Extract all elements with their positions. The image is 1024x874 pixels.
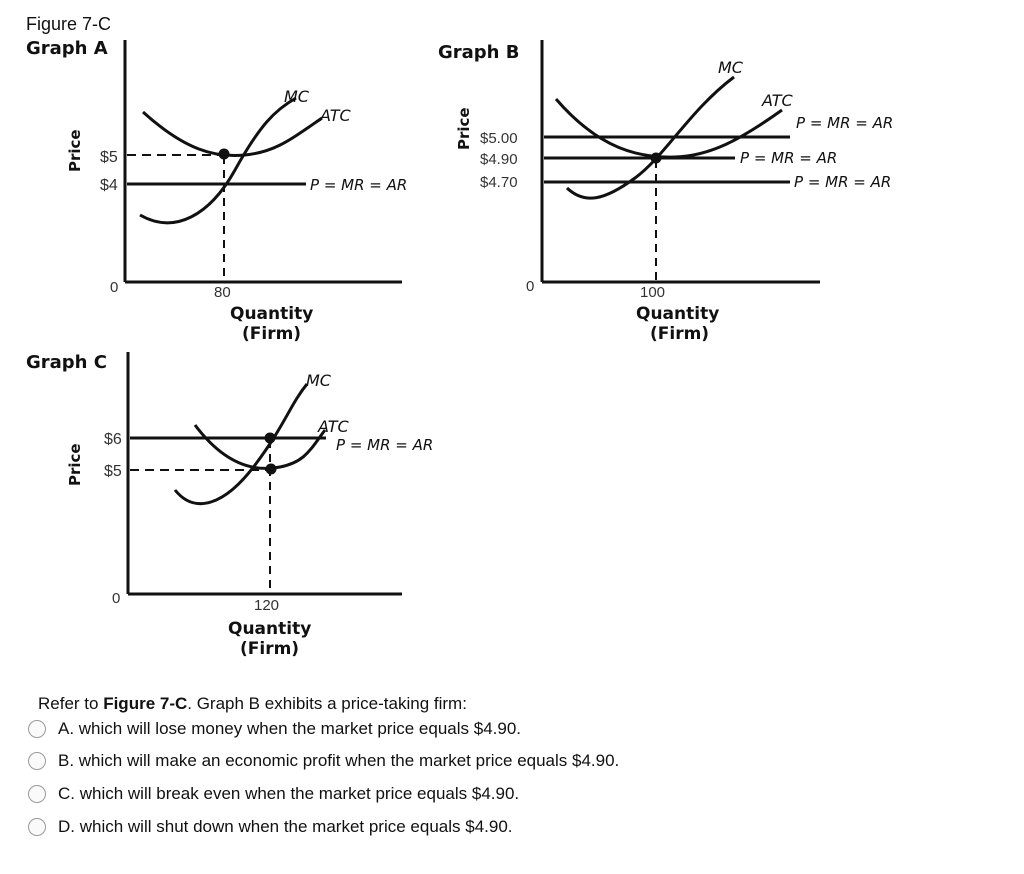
graph-a-title: Graph A bbox=[26, 38, 108, 59]
graph-b-title: Graph B bbox=[438, 42, 520, 63]
graph-a-p-label: P = MR = AR bbox=[310, 176, 408, 194]
graph-c-xtick-0: 0 bbox=[112, 590, 121, 607]
graph-b-atc-label: ATC bbox=[762, 91, 793, 110]
graph-c-ylabel: Price bbox=[66, 443, 84, 486]
graph-c-atc-curve bbox=[195, 425, 325, 468]
option-b-label: B. which will make an economic profit when the market price equals $4.90. bbox=[58, 751, 620, 770]
graph-b-xlabel-firm: (Firm) bbox=[650, 324, 710, 344]
question-suffix: . Graph B exhibits a price-taking firm: bbox=[187, 694, 467, 713]
graph-c-ytick-5: $5 bbox=[104, 463, 122, 480]
option-d-label: D. which will shut down when the market price equals $4.90. bbox=[58, 817, 513, 836]
graph-b-p-label-2: P = MR = AR bbox=[740, 149, 838, 167]
graph-c-xlabel: Quantity bbox=[228, 619, 312, 639]
graph-c-mc-label: MC bbox=[306, 371, 331, 390]
graph-a-xtick-0: 0 bbox=[110, 279, 119, 296]
graph-a-xtick-80: 80 bbox=[214, 284, 231, 301]
graph-a-xlabel-firm: (Firm) bbox=[242, 324, 302, 344]
option-b-radio[interactable] bbox=[28, 752, 46, 770]
graph-a-xlabel: Quantity bbox=[230, 304, 314, 324]
option-c[interactable] bbox=[28, 784, 519, 804]
graph-c-title: Graph C bbox=[26, 352, 107, 373]
graph-c-xlabel-firm: (Firm) bbox=[240, 639, 300, 659]
graph-b-ytick-470: $4.70 bbox=[480, 174, 518, 191]
option-c-label: C. which will break even when the market price equals $4.90. bbox=[58, 784, 520, 803]
graph-b-xlabel: Quantity bbox=[636, 304, 720, 324]
question-prefix: Refer to bbox=[38, 694, 104, 713]
graph-c-ytick-6: $6 bbox=[104, 431, 122, 448]
graph-b-ylabel: Price bbox=[455, 107, 473, 150]
option-a-radio[interactable] bbox=[28, 720, 46, 738]
graph-c-xtick-120: 120 bbox=[254, 597, 280, 614]
figure-title: Figure 7-C bbox=[26, 14, 112, 34]
graph-b-p-label-1: P = MR = AR bbox=[796, 114, 894, 132]
graph-c-point-5 bbox=[266, 464, 277, 475]
graph-b-ytick-490: $4.90 bbox=[480, 151, 518, 168]
graph-b bbox=[438, 40, 893, 344]
graph-a-mc-label: MC bbox=[284, 87, 309, 106]
graph-c bbox=[26, 352, 433, 659]
graph-a-ytick-4: $4 bbox=[100, 177, 118, 194]
question-stem bbox=[38, 694, 467, 714]
option-b[interactable] bbox=[28, 751, 619, 771]
option-a-label: A. which will lose money when the market price equals $4.90. bbox=[58, 719, 522, 738]
graph-b-xtick-100: 100 bbox=[640, 284, 666, 301]
graph-a bbox=[26, 38, 407, 344]
graph-c-point-6 bbox=[265, 433, 276, 444]
graph-b-mc-label: MC bbox=[718, 58, 743, 77]
option-d[interactable] bbox=[28, 817, 513, 837]
graph-a-ylabel: Price bbox=[66, 129, 84, 172]
graph-b-point bbox=[651, 153, 662, 164]
question-block bbox=[38, 694, 467, 720]
graph-a-atc-curve bbox=[143, 112, 322, 156]
option-c-radio[interactable] bbox=[28, 785, 46, 803]
graph-b-xtick-0: 0 bbox=[526, 278, 535, 295]
option-a[interactable] bbox=[28, 719, 521, 739]
graph-c-mc-curve bbox=[175, 384, 307, 504]
graph-b-p-label-3: P = MR = AR bbox=[794, 173, 892, 191]
option-d-radio[interactable] bbox=[28, 818, 46, 836]
graph-c-p-label: P = MR = AR bbox=[336, 436, 434, 454]
graph-a-atc-label: ATC bbox=[320, 106, 351, 125]
graph-a-point bbox=[219, 149, 230, 160]
graph-c-atc-label: ATC bbox=[318, 417, 349, 436]
figure-reference: Figure 7-C bbox=[103, 694, 188, 713]
graph-a-ytick-5: $5 bbox=[100, 149, 118, 166]
graph-a-mc-curve bbox=[140, 98, 296, 223]
graph-b-ytick-500: $5.00 bbox=[480, 130, 518, 147]
